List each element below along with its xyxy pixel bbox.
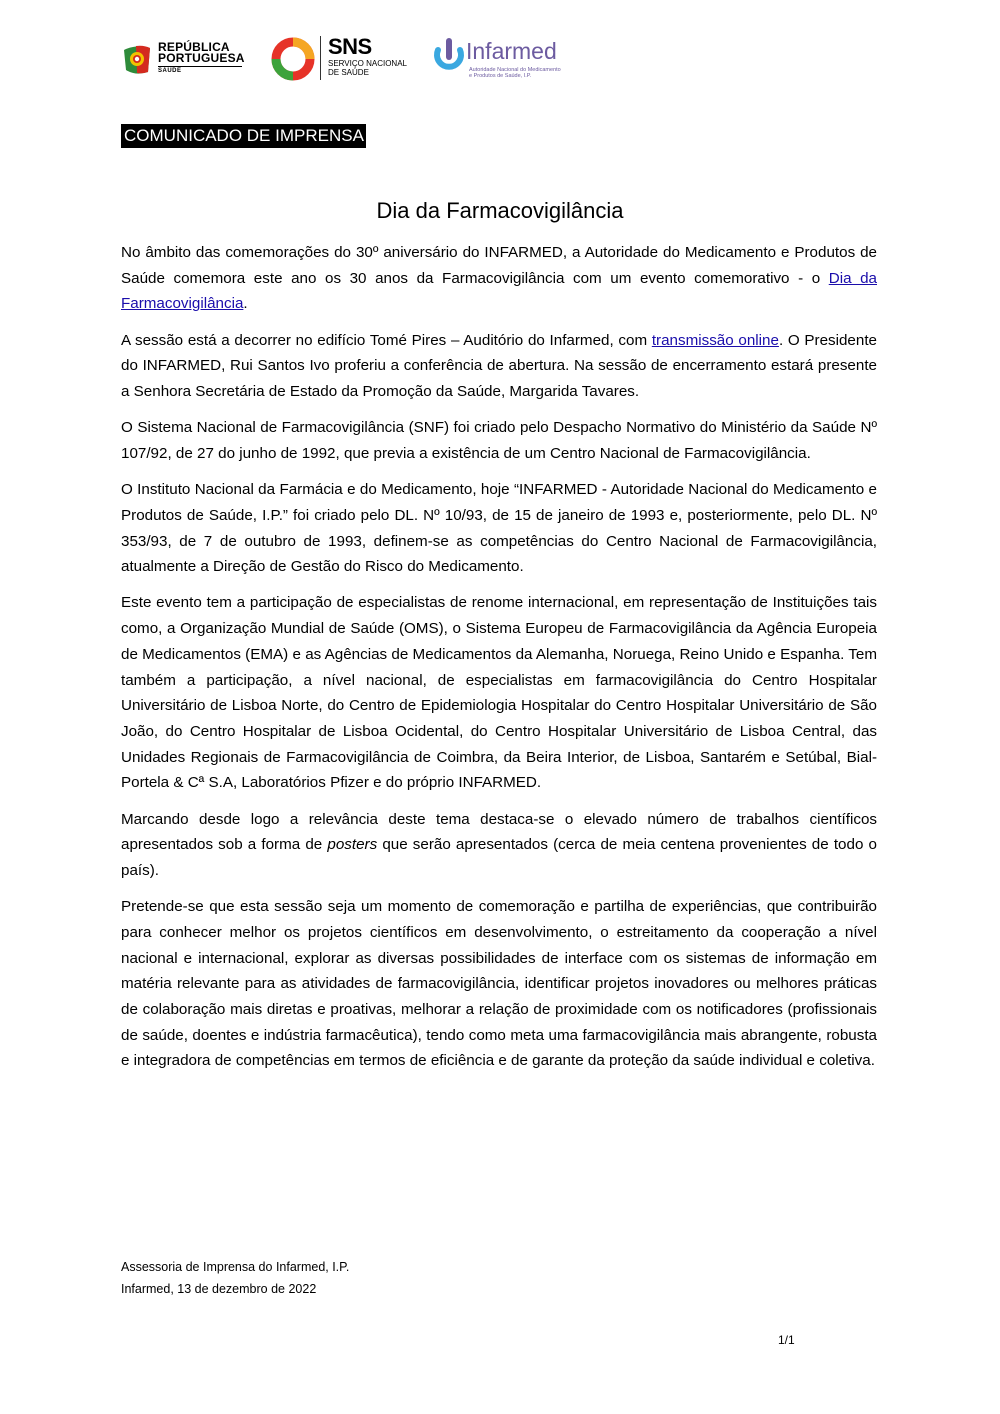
- paragraph-text: Marcando desde logo a relevância deste tema destaca-se o elevado número de trabalhos científicos apresentados sob a forma de: [121, 810, 877, 854]
- paragraph-text: que serão apresentados (cerca de meia centena provenientes de todo o país).: [121, 836, 877, 879]
- sns-ring-icon: [270, 36, 316, 82]
- dia-farmacovigilancia-link[interactable]: Dia da Farmacovigilância: [121, 269, 877, 313]
- paragraph-5: Este evento tem a participação de especialistas de renome internacional, em representação de Instituições tais como, a Organização Mundial de Saúde (OMS), o Sistema Europeu de Farmacovigilância da Agência Europeia de Medicamentos (EMA) e as Agências de Medicamentos da Alemanha, Noruega, Reino Unido e Espanha. Tem também a participação, a nível nacional, de especialistas em farmacovigilância do Centro Hospitalar Universitário de Lisboa Norte, do Centro de Epidemiologia Hospitalar do Centro Hospitalar Universitário de São João, do Centro Hospitalar de Lisboa Ocidental, do Centro Hospitalar Universitário de Lisboa Central, das Unidades Regionais de Farmacovigilância de Coimbra, da Beira Interior, de Lisboa, Santarém e Setúbal, Bial-Portela & Cª S.A, Laboratórios Pfizer e do próprio INFARMED.: [121, 594, 877, 792]
- sns-line1: SERVIÇO NACIONAL: [328, 59, 407, 68]
- logo-line1: REPÚBLICA: [158, 40, 230, 54]
- page-title: Dia da Farmacovigilância: [376, 198, 624, 223]
- paragraph-7: Pretende-se que esta sessão seja um momento de comemoração e partilha de experiências, que contribuirão para conhecer melhor os projetos científicos em desenvolvimento, o estreitamento da cooperação a nível nacional e internacional, explorar as diversas possibilidades de interface com os sistemas de informação em matéria relevante para as atividades de farmacovigilância, identificar projetos inovadores ou melhores práticas de colaboração mais diretas e proativas, melhorar a relação de proximidade com os notificadores (profissionais de saúde, doentes e indústria farmacêutica), tendo como meta uma farmacovigilância mais abrangente, robusta e integradora de competências em termos de eficiência e de garante da proteção da saúde individual e coletiva.: [121, 898, 877, 1070]
- paragraph-text: A sessão está a decorrer no edifício Tomé Pires – Auditório do Infarmed, com: [121, 331, 652, 349]
- infarmed-emblem-icon: [432, 36, 466, 72]
- paragraph-4: O Instituto Nacional da Farmácia e do Medicamento, hoje “INFARMED - Autoridade Nacional do Medicamento e Produtos de Saúde, I.P.” foi criado pelo DL. Nº 10/93, de 15 de janeiro de 1993 e, posteriormente, pelo DL. Nº 353/93, de 7 de outubro de 1993, definem-se as competências do Centro Nacional de Farmacovigilância, atualmente a Direção de Gestão do Risco do Medicamento.: [121, 481, 877, 576]
- infarmed-name: Infarmed: [466, 38, 557, 64]
- republica-portuguesa-logo: [122, 40, 247, 78]
- paragraph-text: . O Presidente do INFARMED, Rui Santos Ivo proferiu a conferência de abertura. Na sessão de encerramento estará presente a Senhora Secretária de Estado da Promoção da Saúde, Margarida Tavares.: [121, 331, 877, 401]
- sns-subtitle: [328, 59, 407, 77]
- paragraph-2: [121, 328, 877, 405]
- footer-line2: Infarmed, 13 de dezembro de 2022: [121, 1281, 317, 1296]
- press-release-badge: COMUNICADO DE IMPRENSA: [121, 124, 366, 148]
- sns-name: SNS: [328, 34, 372, 59]
- paragraph-text: No âmbito das comemorações do 30º aniversário do INFARMED, a Autoridade do Medicamento e Produtos de Saúde comemora este ano os 30 anos da Farmacovigilância com um evento comemorativo - o: [121, 244, 877, 287]
- footer: [121, 1257, 349, 1300]
- article-body: [121, 240, 877, 1085]
- sns-line2: DE SAÚDE: [328, 68, 369, 77]
- paragraph-text: .: [243, 295, 248, 313]
- paragraph-6: [121, 807, 877, 884]
- republica-portuguesa-text: [158, 42, 245, 64]
- footer-line1: Assessoria de Imprensa do Infarmed, I.P.: [121, 1260, 350, 1274]
- sns-logo: [270, 34, 410, 84]
- emphasis-text: posters: [327, 836, 378, 854]
- page-number: 1/1: [778, 1333, 795, 1347]
- infarmed-logo: [432, 34, 582, 84]
- logo-line2: PORTUGUESA: [158, 51, 245, 65]
- logo-sub: SAÚDE: [158, 68, 182, 74]
- infarmed-line1: Autoridade Nacional do Medicamento: [469, 67, 561, 73]
- paragraph-1: [121, 240, 877, 317]
- paragraph-3: O Sistema Nacional de Farmacovigilância (SNF) foi criado pelo Despacho Normativo do Ministério da Saúde Nº 107/92, de 27 do junho de 1992, que previa a existência de um Centro Nacional de Farmacovigilância.: [121, 419, 877, 462]
- transmissao-online-link[interactable]: transmissão online: [651, 331, 779, 349]
- portugal-flag-emblem-icon: [122, 42, 154, 76]
- logo-divider: [158, 66, 242, 67]
- sns-divider: [320, 36, 321, 80]
- infarmed-line2: e Produtos de Saúde, I.P.: [469, 73, 532, 79]
- infarmed-tagline: [469, 67, 561, 79]
- header-logos: [122, 34, 582, 84]
